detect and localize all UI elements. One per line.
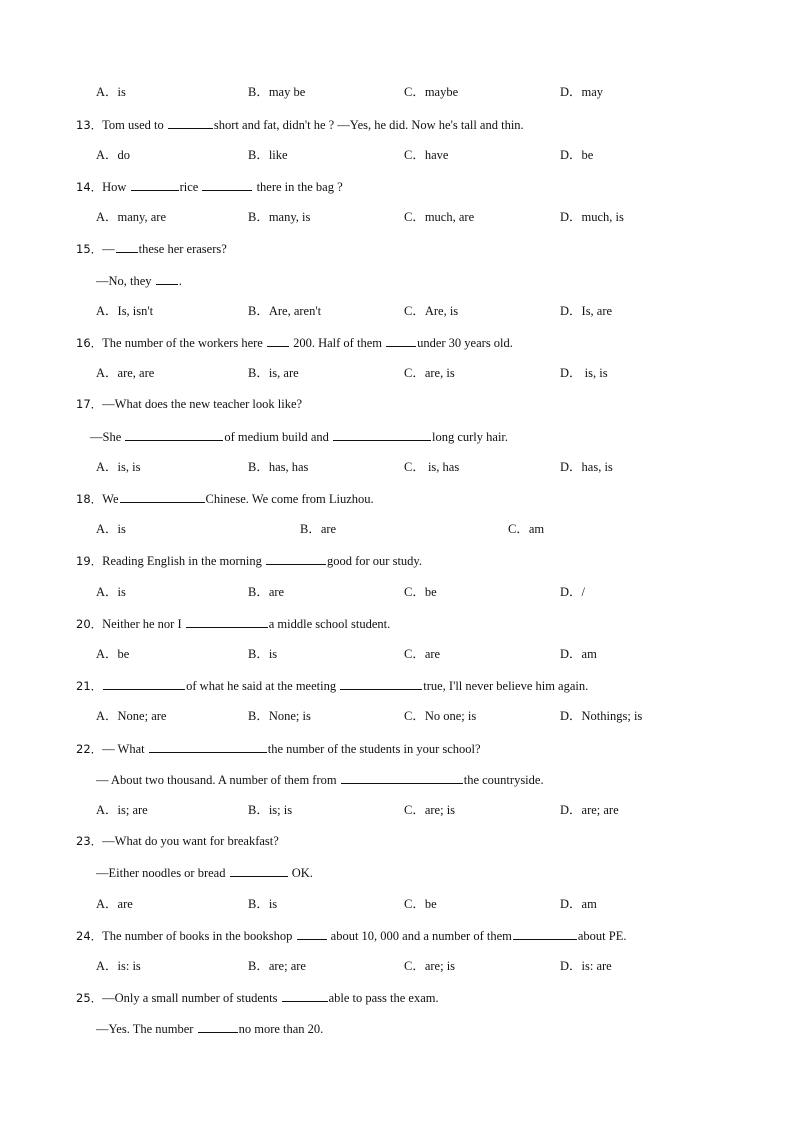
option-a: A．is, is: [96, 460, 141, 474]
option-a: A．are: [96, 897, 133, 911]
option-c: C．No one; is: [404, 709, 477, 723]
question-16: 16．The number of the workers here 200. Half of them under 30 years old.: [76, 336, 513, 350]
option-c: C．are; is: [404, 803, 456, 817]
option-b: B．is: [248, 647, 278, 661]
option-a: A．is; are: [96, 803, 148, 817]
option-b: B．are: [300, 522, 337, 536]
option-a: A．do: [96, 148, 131, 162]
option-b: B．is, are: [248, 366, 299, 380]
question-22-reply: — About two thousand. A number of them from the countryside.: [96, 773, 544, 787]
question-24: 24．The number of books in the bookshop about 10, 000 and a number of them about PE.: [76, 929, 627, 943]
answer-blank: [513, 927, 577, 940]
question-13: 13．Tom used to short and fat, didn't he ? —Yes, he did. Now he's tall and thin.: [76, 118, 524, 132]
answer-blank: [282, 989, 328, 1002]
option-b: B．None; is: [248, 709, 311, 723]
answer-blank: [186, 615, 268, 628]
option-b: B．many, is: [248, 210, 311, 224]
option-d: D．are; are: [560, 803, 619, 817]
option-d: D．has, is: [560, 460, 613, 474]
option-b: B．is; is: [248, 803, 293, 817]
option-a: A．are, are: [96, 366, 155, 380]
answer-blank: [267, 334, 289, 347]
answer-blank: [156, 272, 178, 285]
answer-blank: [230, 864, 288, 877]
answer-blank: [120, 490, 205, 503]
question-number: 15．: [76, 242, 103, 256]
question-number: 25．: [76, 991, 103, 1005]
option-d: D．be: [560, 148, 594, 162]
question-number: 13．: [76, 118, 103, 132]
question-23: 23．—What do you want for breakfast?: [76, 834, 279, 848]
option-c: C． is, has: [404, 460, 460, 474]
option-b: B．may be: [248, 85, 306, 99]
option-c: C．much, are: [404, 210, 475, 224]
answer-blank: [116, 240, 138, 253]
option-c: C．have: [404, 148, 449, 162]
option-d: D．Is, are: [560, 304, 613, 318]
answer-blank: [149, 740, 267, 753]
option-d: D．Nothings; is: [560, 709, 643, 723]
answer-blank: [125, 428, 223, 441]
option-c: C．am: [508, 522, 545, 536]
question-17: 17．—What does the new teacher look like?: [76, 397, 303, 411]
option-d: D．/: [560, 585, 586, 599]
option-c: C．maybe: [404, 85, 459, 99]
option-b: B．is: [248, 897, 278, 911]
question-22: 22．— What the number of the students in your school?: [76, 742, 481, 756]
option-d: D．is: are: [560, 959, 612, 973]
question-number: 22．: [76, 742, 103, 756]
answer-blank: [266, 552, 326, 565]
option-c: C．be: [404, 585, 437, 599]
option-d: D．much, is: [560, 210, 624, 224]
question-25-reply: —Yes. The number no more than 20.: [96, 1022, 324, 1036]
option-a: A．None; are: [96, 709, 167, 723]
option-a: A．many, are: [96, 210, 166, 224]
question-15-reply: —No, they .: [96, 274, 182, 288]
option-b: B．like: [248, 148, 288, 162]
option-b: B．has, has: [248, 460, 309, 474]
option-b: B．are: [248, 585, 285, 599]
question-number: 21．: [76, 679, 103, 693]
option-a: A．is: [96, 585, 126, 599]
answer-blank: [198, 1020, 238, 1033]
option-d: D．may: [560, 85, 604, 99]
option-a: A．is: [96, 85, 126, 99]
option-c: C．are: [404, 647, 441, 661]
option-c: C．are; is: [404, 959, 456, 973]
question-23-reply: —Either noodles or bread OK.: [96, 866, 313, 880]
option-c: C．are, is: [404, 366, 455, 380]
question-number: 23．: [76, 834, 103, 848]
question-25: 25．—Only a small number of students able to pass the exam.: [76, 991, 439, 1005]
option-d: D．am: [560, 647, 597, 661]
question-number: 14．: [76, 180, 103, 194]
answer-blank: [103, 677, 185, 690]
question-20: 20．Neither he nor I a middle school student.: [76, 617, 391, 631]
option-b: B．Are, aren't: [248, 304, 322, 318]
question-14: 14．How rice there in the bag ?: [76, 180, 343, 194]
question-number: 20．: [76, 617, 103, 631]
option-a: A．is: [96, 522, 126, 536]
question-number: 19．: [76, 554, 103, 568]
question-18: 18．We Chinese. We come from Liuzhou.: [76, 492, 374, 506]
question-19: 19．Reading English in the morning good for our study.: [76, 554, 422, 568]
question-17-reply: —She of medium build and long curly hair.: [90, 430, 509, 444]
option-a: A．be: [96, 647, 130, 661]
question-number: 16．: [76, 336, 103, 350]
answer-blank: [168, 116, 213, 129]
answer-blank: [202, 178, 252, 191]
question-21: 21． of what he said at the meeting true, I'll never believe him again.: [76, 679, 589, 693]
question-number: 24．: [76, 929, 103, 943]
answer-blank: [386, 334, 416, 347]
answer-blank: [340, 677, 422, 690]
question-number: 17．: [76, 397, 103, 411]
option-a: A．is: is: [96, 959, 141, 973]
answer-blank: [333, 428, 431, 441]
question-number: 18．: [76, 492, 103, 506]
answer-blank: [341, 771, 463, 784]
option-b: B．are; are: [248, 959, 306, 973]
option-a: A．Is, isn't: [96, 304, 154, 318]
option-c: C．Are, is: [404, 304, 459, 318]
option-d: D．am: [560, 897, 597, 911]
option-d: D． is, is: [560, 366, 608, 380]
option-c: C．be: [404, 897, 437, 911]
question-15: 15．— these her erasers?: [76, 242, 227, 256]
answer-blank: [297, 927, 327, 940]
answer-blank: [131, 178, 179, 191]
